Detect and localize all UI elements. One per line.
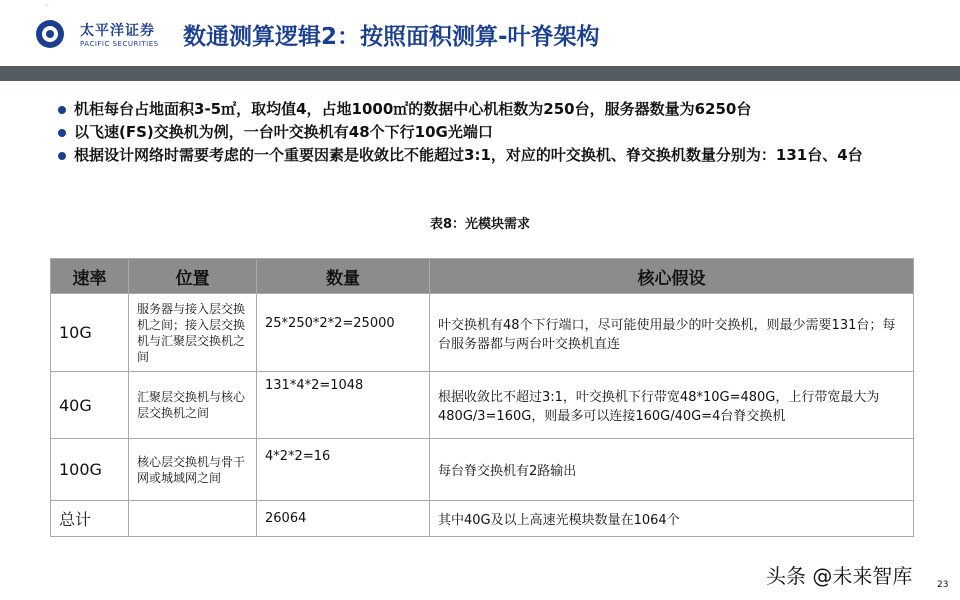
position-cell: 核心层交换机与骨干网或城域网之间 xyxy=(129,439,257,501)
watermark: 头条 @未来智库 xyxy=(766,564,913,588)
column-header: 核心假设 xyxy=(430,259,914,294)
brand-name: 太平洋证券 xyxy=(80,23,155,39)
rate-cell: 40G xyxy=(51,372,129,439)
quantity-cell: 4*2*2=16 xyxy=(257,439,430,501)
assumption-cell: 叶交换机有48个下行端口，尽可能使用最少的叶交换机，则最少需要131台；每台服务器都与两台叶交换机直连 xyxy=(430,294,914,372)
column-header: 位置 xyxy=(129,259,257,294)
assumption-cell: 每台脊交换机有2路输出 xyxy=(430,439,914,501)
column-header: 数量 xyxy=(257,259,430,294)
quantity-cell: 131*4*2=1048 xyxy=(257,372,430,439)
position-cell: 服务器与接入层交换机之间；接入层交换机与汇聚层交换机之间 xyxy=(129,294,257,372)
column-header: 速率 xyxy=(51,259,129,294)
header-divider xyxy=(0,66,960,81)
table-row xyxy=(51,372,914,439)
bullet-list xyxy=(58,98,938,167)
position-cell: 汇聚层交换机与核心层交换机之间 xyxy=(129,372,257,439)
table-header-row xyxy=(51,259,914,294)
bullet-item: 根据设计网络时需要考虑的一个重要因素是收敛比不能超过3:1，对应的叶交换机、脊交换机数量分别为：131台、4台 xyxy=(58,144,938,167)
quantity-cell: 26064 xyxy=(257,501,430,537)
rate-cell: 10G xyxy=(51,294,129,372)
table-caption: 表8：光模块需求 xyxy=(429,217,531,232)
optical-module-table xyxy=(50,258,914,537)
table-row xyxy=(51,501,914,537)
quantity-cell: 25*250*2*2=25000 xyxy=(257,294,430,372)
brand-name-en: PACIFIC SECURITIES xyxy=(80,40,159,48)
page-title: 数通测算逻辑2：按照面积测算-叶脊架构 xyxy=(183,24,600,50)
bullet-item: 以飞速(FS)交换机为例，一台叶交换机有48个下行10G光端口 xyxy=(58,121,938,144)
rate-cell: 总计 xyxy=(51,501,129,537)
rate-cell: 100G xyxy=(51,439,129,501)
assumption-cell: 其中40G及以上高速光模块数量在1064个 xyxy=(430,501,914,537)
bullet-item: 机柜每台占地面积3-5㎡，取均值4，占地1000㎡的数据中心机柜数为250台，服务器数量为6250台 xyxy=(58,98,938,121)
table-row xyxy=(51,294,914,372)
assumption-cell: 根据收敛比不超过3:1，叶交换机下行带宽48*10G=480G，上行带宽最大为480G/3=160G，则最多可以连接160G/40G=4台脊交换机 xyxy=(430,372,914,439)
position-cell xyxy=(129,501,257,537)
page-number: 23 xyxy=(937,580,949,590)
pacific-securities-logo-icon xyxy=(22,4,68,62)
table-row xyxy=(51,439,914,501)
